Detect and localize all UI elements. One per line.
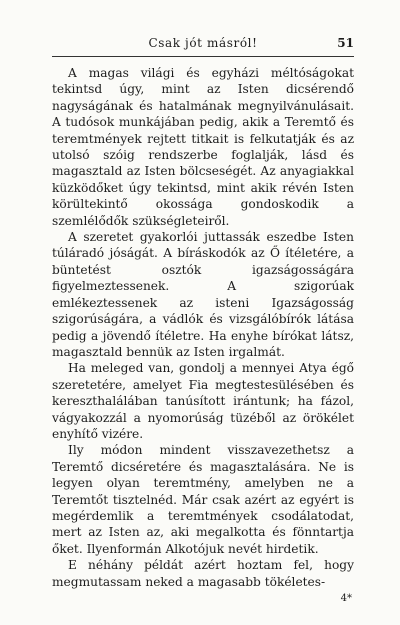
running-title: Csak jót másról!: [148, 36, 258, 50]
page-header: [52, 36, 354, 52]
paragraph: A szeretet gyakorlói juttassák eszedbe Isten túláradó jóságát. A bíráskodók az Ő ítéletére, a büntetést osztók igazságosságára figyelmeztessenek. A szigorúak emlékeztessenek az isteni Igazságosság szigorúságára, a vádlók és vizsgálóbírók látása pedig a jövendő ítéletre. Ha enyhe bírókat látsz, magasztald bennük az Isten irgalmát.: [52, 230, 354, 359]
body-text: [52, 65, 354, 590]
printer-signature-mark: 4*: [340, 593, 352, 604]
paragraph: A magas világi és egyházi méltóságokat tekintsd úgy, mint az Isten dicsérendő nagyságának és hatalmának megnyilvánulásait. A tudósok munkájában pedig, akik a Teremtő és teremtmények rejtett titkait is felkutatják és az utolsó szóig rendszerbe foglalják, lásd és magasztald az Isten bölcseségét. Az anyagiakkal küzködőket úgy tekintsd, mint akik révén Isten körültekintő okossága gondoskodik a szemlélődők szükségleteiről.: [52, 66, 354, 228]
paragraph: E néhány példát azért hoztam fel, hogy megmutassam neked a magasabb tökéletes-: [52, 558, 354, 589]
page-number: 51: [337, 36, 354, 50]
paragraph: Ha meleged van, gondolj a mennyei Atya égő szeretetére, amelyet Fia megtestesülésében és kereszthalálában tanúsított irántunk; ha fázol, vágyakozzál a nyomorúság tüzéből az örökélet enyhítő vizére.: [52, 361, 354, 441]
paragraph: Ily módon mindent visszavezethetsz a Teremtő dicséretére és magasztalására. Ne is legyen olyan teremtmény, amelyben ne a Teremtőt tisztelnéd. Már csak azért az egyért is megérdemlik a teremtmények csodálatodat, mert az Isten az, aki megalkotta és fönntartja őket. Ilyenformán Alkotójuk nevét hirdetik.: [52, 443, 354, 556]
header-rule: [52, 56, 354, 57]
